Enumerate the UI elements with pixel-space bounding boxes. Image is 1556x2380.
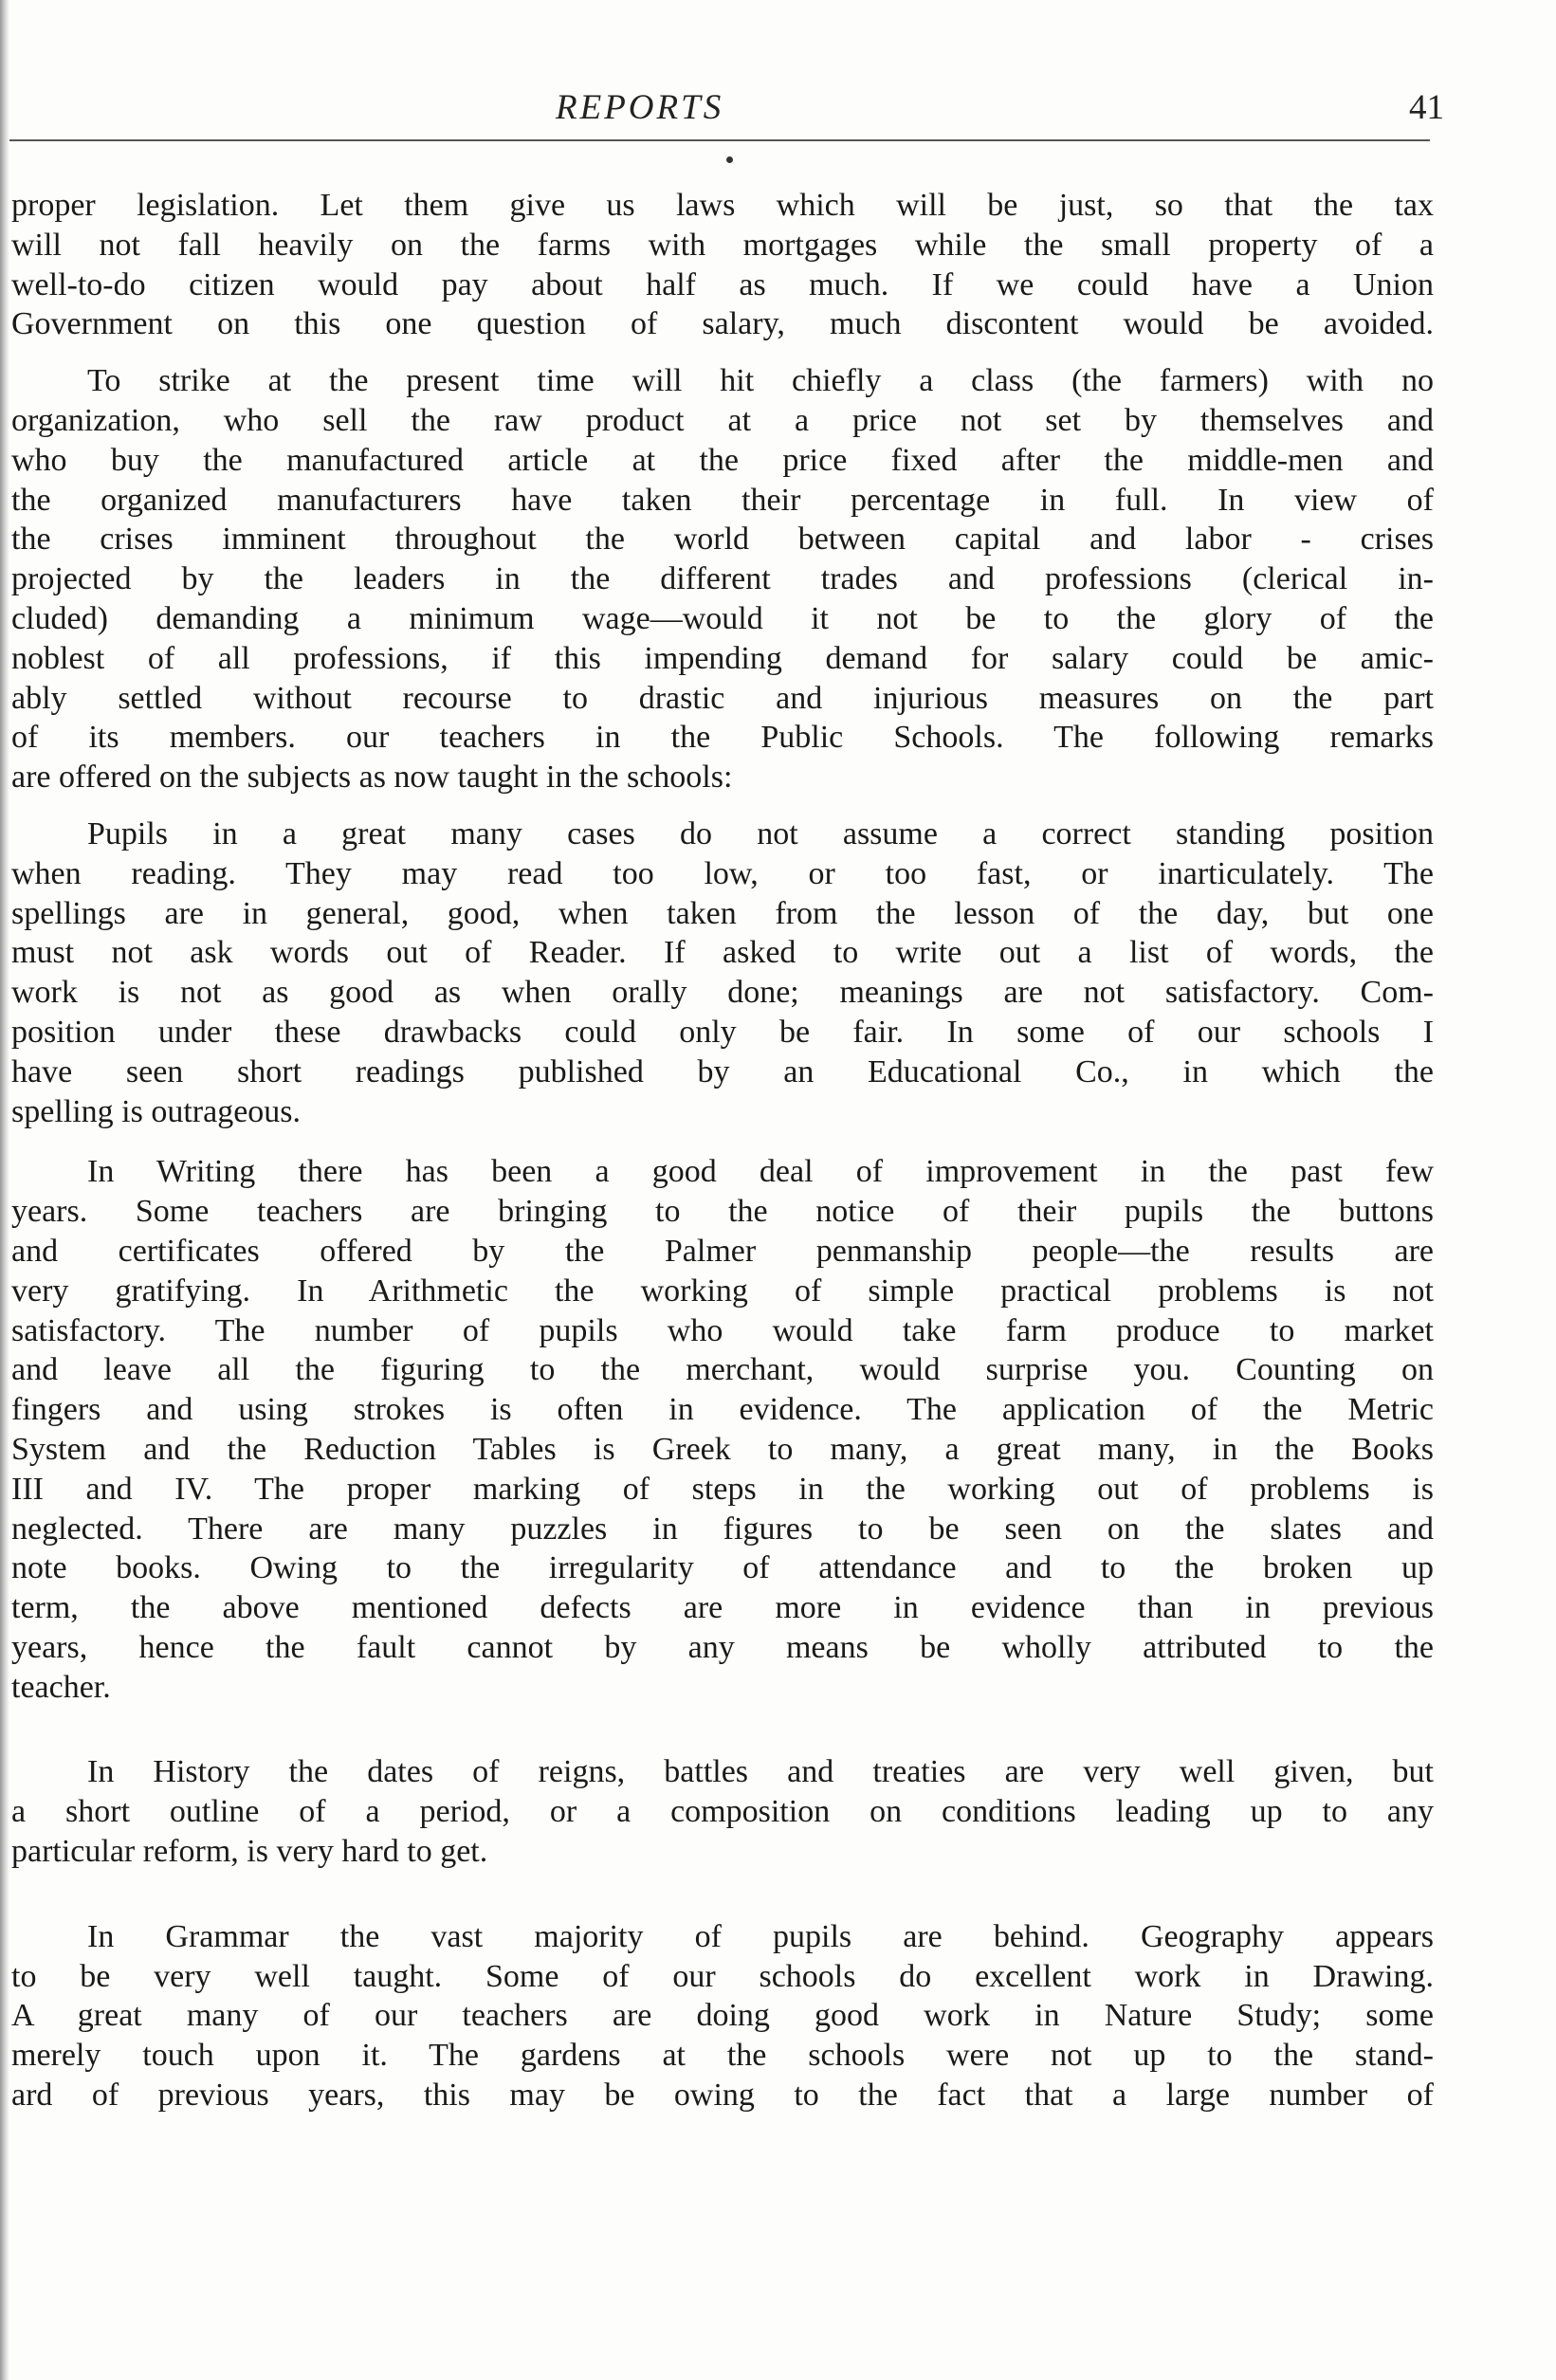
- running-head: [0, 87, 1556, 144]
- text-line: In Grammar the vast majority of pupils are behind. Geography appears: [87, 1918, 1434, 1954]
- text-line: A great many of our teachers are doing good work in Nature Study; some: [11, 1998, 1434, 2034]
- paragraph-legislation: [11, 186, 1434, 344]
- text-line: organization, who sell the raw product at a price not set by themselves and: [11, 402, 1434, 438]
- text-line: spelling is outrageous.: [11, 1093, 302, 1129]
- text-line: must not ask words out of Reader. If asked to write out a list of words, the: [11, 935, 1434, 971]
- text-line: spellings are in general, good, when taken from the lesson of the day, but one: [11, 895, 1434, 931]
- text-line: cluded) demanding a minimum wage—would it not be to the glory of the: [11, 600, 1434, 636]
- text-line: work is not as good as when orally done; meanings are not satisfactory. Com-: [11, 975, 1434, 1011]
- text-line: position under these drawbacks could only be fair. In some of our schools I: [11, 1014, 1434, 1050]
- text-line: ably settled without recourse to drastic and injurious measures on the part: [11, 680, 1434, 716]
- text-line: when reading. They may read too low, or too fast, or inarticulately. The: [11, 855, 1434, 891]
- text-line: very gratifying. In Arithmetic the working of simple practical problems is not: [11, 1272, 1434, 1309]
- text-line: term, the above mentioned defects are more in evidence than in previous: [11, 1590, 1434, 1626]
- text-line: In History the dates of reigns, battles and treaties are very well given, but: [87, 1754, 1434, 1790]
- text-line: III and IV. The proper marking of steps in the working out of problems is: [11, 1471, 1434, 1507]
- body-text: [11, 186, 1434, 2115]
- paragraph-grammar: [11, 1917, 1434, 2115]
- text-line: of its members. our teachers in the Public Schools. The following remarks: [11, 720, 1434, 756]
- text-line: neglected. There are many puzzles in figures to be seen on the slates and: [11, 1510, 1434, 1547]
- text-line: well-to-do citizen would pay about half as much. If we could have a Union: [11, 266, 1434, 302]
- text-line: Pupils in a great many cases do not assume a correct standing position: [87, 815, 1434, 851]
- text-line: satisfactory. The number of pupils who would take farm produce to market: [11, 1312, 1434, 1348]
- page-binding-edge: [0, 0, 9, 2380]
- running-title: REPORTS: [556, 88, 724, 127]
- print-dot: [726, 156, 733, 163]
- text-line: to be very well taught. Some of our schools do excellent work in Drawing.: [11, 1958, 1434, 1994]
- text-line: Government on this one question of salary, much discontent would be avoided.: [11, 306, 1434, 342]
- header-rule: [9, 139, 1430, 141]
- text-line: System and the Reduction Tables is Greek to many, a great many, in the Books: [11, 1431, 1434, 1467]
- paragraph-strike: [11, 361, 1434, 797]
- text-line: ard of previous years, this may be owing to the fact that a large number of: [11, 2078, 1434, 2114]
- text-line: noblest of all professions, if this impending demand for salary could be amic-: [11, 640, 1434, 676]
- text-line: are offered on the subjects as now taught in the schools:: [11, 760, 733, 796]
- paragraph-writing-arithmetic: [11, 1152, 1434, 1707]
- text-line: teacher.: [11, 1669, 111, 1705]
- text-line: projected by the leaders in the different trades and professions (clerical in-: [11, 561, 1434, 597]
- text-line: have seen short readings published by an Educational Co., in which the: [11, 1053, 1434, 1089]
- text-line: particular reform, is very hard to get.: [11, 1834, 488, 1870]
- text-line: will not fall heavily on the farms with mortgages while the small property of a: [11, 227, 1434, 263]
- paragraph-reading: [11, 815, 1434, 1131]
- text-line: In Writing there has been a good deal of improvement in the past few: [87, 1154, 1434, 1190]
- text-line: proper legislation. Let them give us laws which will be just, so that the tax: [11, 188, 1434, 223]
- text-line: merely touch upon it. The gardens at the schools were not up to the stand-: [11, 2038, 1434, 2074]
- text-line: and leave all the figuring to the merchant, would surprise you. Counting on: [11, 1352, 1434, 1388]
- text-line: note books. Owing to the irregularity of attendance and to the broken up: [11, 1550, 1434, 1586]
- paragraph-history: [11, 1752, 1434, 1871]
- text-line: the organized manufacturers have taken their percentage in full. In view of: [11, 482, 1434, 518]
- text-line: fingers and using strokes is often in evidence. The application of the Metric: [11, 1392, 1434, 1428]
- page-number: 41: [1409, 88, 1444, 127]
- text-line: the crises imminent throughout the world between capital and labor - crises: [11, 522, 1434, 558]
- text-line: who buy the manufactured article at the price fixed after the middle-men and: [11, 442, 1434, 478]
- text-line: years, hence the fault cannot by any means be wholly attributed to the: [11, 1629, 1434, 1665]
- text-line: To strike at the present time will hit chiefly a class (the farmers) with no: [87, 363, 1434, 399]
- text-line: a short outline of a period, or a composition on conditions leading up to any: [11, 1794, 1434, 1830]
- text-line: and certificates offered by the Palmer penmanship people—the results are: [11, 1233, 1434, 1269]
- text-line: years. Some teachers are bringing to the notice of their pupils the buttons: [11, 1194, 1434, 1230]
